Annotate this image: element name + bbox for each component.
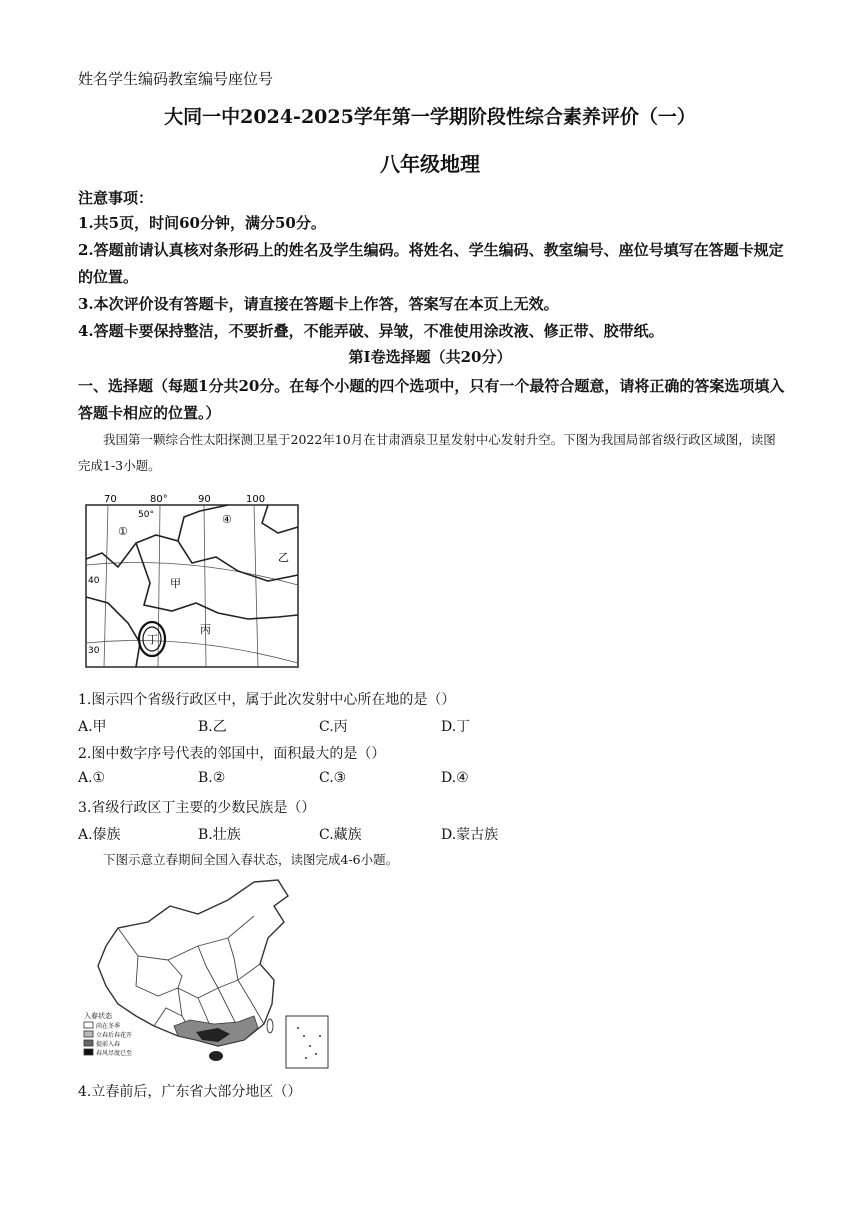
answer-option: C.丙 bbox=[319, 719, 348, 735]
header-fields: 姓名学生编码教室编号座位号 bbox=[78, 70, 274, 88]
section-title: 第I卷选择题（共20分） bbox=[348, 348, 512, 366]
note-item: 4.答题卡要保持整洁，不要折叠，不能弄破、异皱，不准使用涂改液、修正带、胶带纸。 bbox=[78, 322, 664, 340]
note-item: 3.本次评价设有答题卡，请直接在答题卡上作答，答案写在本页上无效。 bbox=[78, 295, 559, 313]
answer-option: D.丁 bbox=[441, 719, 471, 735]
answer-option: A.① bbox=[78, 770, 106, 786]
passage-1: 我国第一颗综合性太阳探测卫星于2022年10月在甘肃酒泉卫星发射中心发射升空。下图为我国局部省级行政区域图，读图完成1-3小题。 bbox=[78, 432, 776, 473]
legend-item: 春风尽度已至 bbox=[96, 1050, 133, 1057]
answer-option: C.③ bbox=[319, 770, 347, 786]
answer-option: A.傣族 bbox=[78, 827, 121, 843]
answer-option: D.④ bbox=[441, 770, 469, 786]
longitude-label: 80° bbox=[150, 494, 168, 505]
latitude-label: 40 bbox=[88, 576, 100, 586]
question-stem: 4.立春前后，广东省大部分地区（） bbox=[78, 1084, 302, 1100]
latitude-label: 50° bbox=[138, 510, 154, 520]
answer-option: C.藏族 bbox=[319, 827, 362, 843]
note-item: 2.答题前请认真核对条形码上的姓名及学生编码。将姓名、学生编码、教室编号、座位号填写在答题卡规定的位置。 bbox=[78, 241, 784, 286]
legend-item: 尚在冬季 bbox=[96, 1023, 121, 1030]
map-label: 乙 bbox=[278, 551, 289, 564]
question-stem: 2.图中数字序号代表的邻国中，面积最大的是（） bbox=[78, 746, 386, 762]
passage-2: 下图示意立春期间全国入春状态，读图完成4-6小题。 bbox=[103, 852, 399, 867]
notes-heading: 注意事项： bbox=[78, 189, 154, 207]
longitude-label: 100 bbox=[246, 494, 266, 505]
province-map bbox=[78, 493, 310, 671]
answer-option: B.乙 bbox=[198, 719, 227, 735]
longitude-label: 70 bbox=[104, 494, 117, 505]
legend-item: 提前入春 bbox=[96, 1041, 121, 1048]
exam-title: 大同一中2024-2025学年第一学期阶段性综合素养评价（一） bbox=[164, 106, 696, 128]
legend-title: 入春状态 bbox=[84, 1012, 112, 1020]
question-stem: 1.图示四个省级行政区中，属于此次发射中心所在地的是（） bbox=[78, 692, 456, 708]
note-item: 1.共5页，时间60分钟，满分50分。 bbox=[78, 214, 326, 232]
map-label: 甲 bbox=[170, 577, 181, 590]
longitude-label: 90 bbox=[198, 494, 211, 505]
latitude-label: 30 bbox=[88, 646, 100, 656]
answer-option: D.蒙古族 bbox=[441, 827, 499, 843]
legend-item: 立春后春花开 bbox=[96, 1032, 133, 1039]
answer-option: A.甲 bbox=[78, 719, 107, 735]
map-label: 丁 bbox=[147, 633, 158, 646]
answer-option: B.② bbox=[198, 770, 226, 786]
exam-subtitle: 八年级地理 bbox=[380, 152, 480, 176]
map-label: ① bbox=[118, 525, 128, 538]
instructions: 一、选择题（每题1分共20分。在每个小题的四个选项中，只有一个最符合题意，请将正确的答案选项填入答题卡相应的位置。） bbox=[78, 377, 785, 422]
question-stem: 3.省级行政区丁主要的少数民族是（） bbox=[78, 800, 316, 816]
answer-option: B.壮族 bbox=[198, 827, 241, 843]
china-spring-map bbox=[78, 876, 338, 1074]
map-label: ④ bbox=[222, 513, 232, 526]
map-label: 丙 bbox=[200, 623, 211, 636]
